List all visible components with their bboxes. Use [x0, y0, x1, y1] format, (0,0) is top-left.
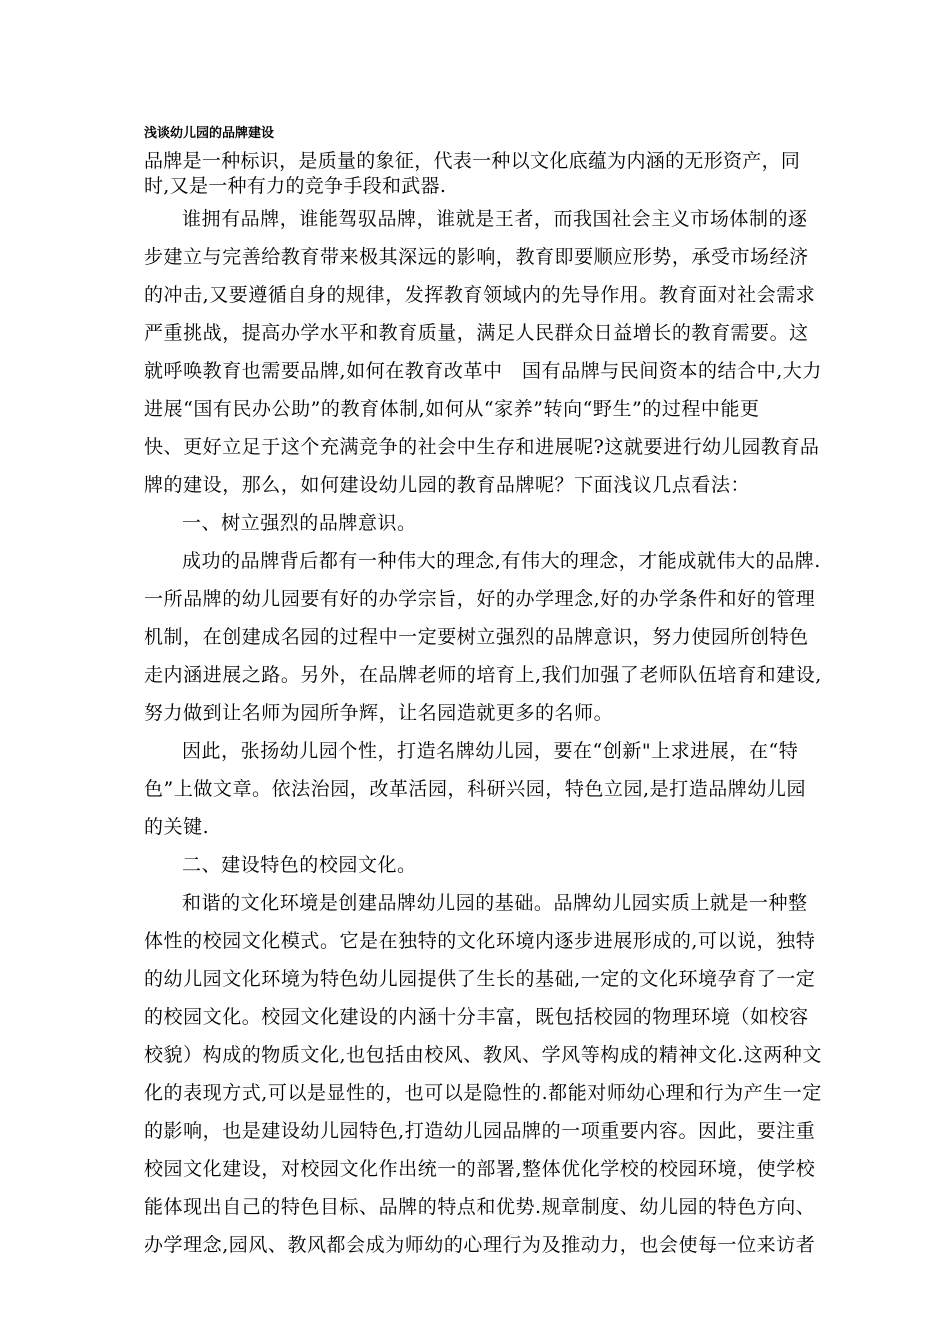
text-line: 校貌）构成的物质文化,也包括由校风、教风、学风等构成的精神文化.这两种文 — [144, 1044, 822, 1066]
text-line: 走内涵进展之路。另外，在品牌老师的培育上,我们加强了老师队伍培育和建设, — [144, 664, 822, 686]
text-line: 步建立与完善给教育带来极其深远的影响，教育即要顺应形势，承受市场经济 — [144, 246, 809, 268]
text-line: 的校园文化。校园文化建设的内涵十分丰富，既包括校园的物理环境（如校容 — [144, 1006, 809, 1028]
text-line: 一所品牌的幼儿园要有好的办学宗旨，好的办学理念,好的办学条件和好的管理 — [144, 588, 816, 610]
text-line: 就呼唤教育也需要品牌,如何在教育改革中 国有品牌与民间资本的结合中,大力 — [144, 360, 822, 382]
text-line: 严重挑战，提高办学水平和教育质量，满足人民群众日益增长的教育需要。这 — [144, 322, 809, 344]
text-line: 牌的建设，那么，如何建设幼儿园的教育品牌呢？下面浅议几点看法： — [144, 474, 751, 496]
text-line: 谁拥有品牌，谁能驾驭品牌，谁就是王者，而我国社会主义市场体制的逐 — [182, 208, 808, 230]
text-line: 的幼儿园文化环境为特色幼儿园提供了生长的基础,一定的文化环境孕育了一定 — [144, 968, 816, 990]
section-heading: 二、建设特色的校园文化。 — [182, 854, 417, 876]
text-line: 机制，在创建成名园的过程中一定要树立强烈的品牌意识，努力使园所创特色 — [144, 626, 809, 648]
text-line: 体性的校园文化模式。它是在独特的文化环境内逐步进展形成的,可以说，独特 — [144, 930, 816, 952]
text-line: 因此，张扬幼儿园个性，打造名牌幼儿园，要在“创新"上求进展，在“特 — [182, 740, 799, 762]
text-line: 努力做到让名师为园所争辉，让名园造就更多的名师。 — [144, 702, 614, 724]
text-line: 的冲击,又要遵循自身的规律，发挥教育领域内的先导作用。教育面对社会需求 — [144, 284, 816, 306]
text-line: 和谐的文化环境是创建品牌幼儿园的基础。品牌幼儿园实质上就是一种整 — [182, 892, 808, 914]
text-line: 品牌是一种标识，是质量的象征，代表一种以文化底蕴为内涵的无形资产，同 — [144, 150, 801, 172]
text-line: 快、更好立足于这个充满竞争的社会中生存和进展呢?这就要进行幼儿园教育品 — [144, 436, 820, 458]
text-line: 的关键. — [144, 816, 210, 838]
text-line: 化的表现方式,可以是显性的，也可以是隐性的.都能对师幼心理和行为产生一定 — [144, 1082, 822, 1104]
text-line: 进展“国有民办公助”的教育体制,如何从“家养”转向“野生”的过程中能更 — [144, 398, 760, 420]
text-line: 色”上做文章。依法治园，改革活园，科研兴园，特色立园,是打造品牌幼儿园 — [144, 778, 807, 800]
section-heading: 一、树立强烈的品牌意识。 — [182, 512, 417, 534]
text-line: 成功的品牌背后都有一种伟大的理念,有伟大的理念，才能成就伟大的品牌. — [182, 550, 821, 572]
text-line: 的影响，也是建设幼儿园特色,打造幼儿园品牌的一项重要内容。因此，要注重 — [144, 1120, 816, 1142]
text-line: 办学理念,园风、教风都会成为师幼的心理行为及推动力，也会使每一位来访者 — [144, 1234, 816, 1256]
document-title: 浅谈幼儿园的品牌建设 — [144, 126, 275, 141]
text-line: 能体现出自己的特色目标、品牌的特点和优势.规章制度、幼儿园的特色方向、 — [144, 1196, 816, 1218]
text-line: 校园文化建设，对校园文化作出统一的部署,整体优化学校的校园环境，使学校 — [144, 1158, 816, 1180]
body-text — [144, 200, 822, 1264]
text-line: 时,又是一种有力的竞争手段和武器. — [144, 175, 447, 197]
intro-paragraph — [144, 149, 814, 199]
